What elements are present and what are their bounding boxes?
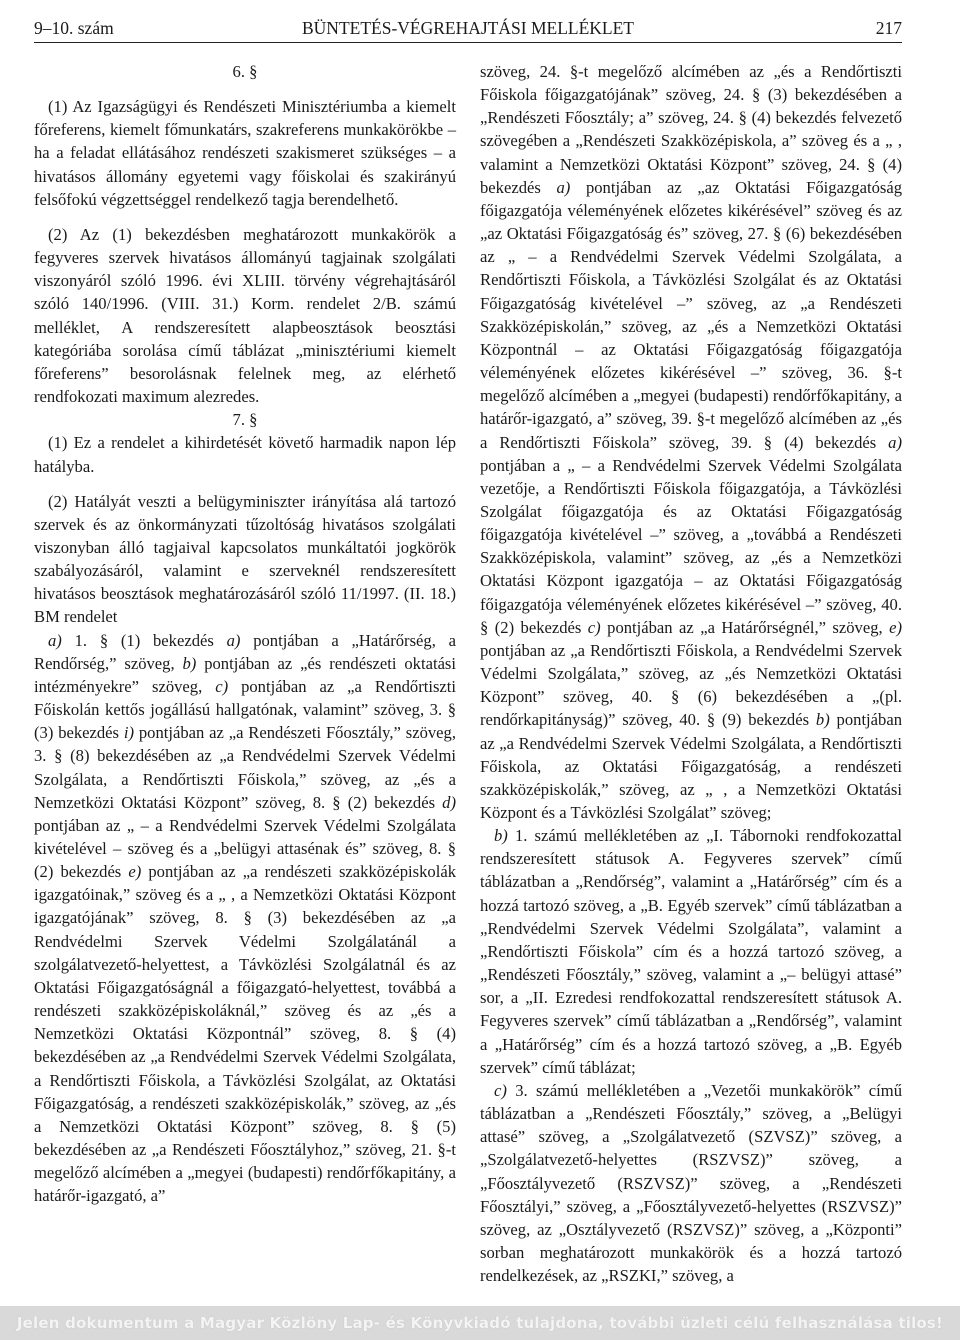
section-6-paragraph-2: (2) Az (1) bekezdésben meghatározott munkakörök a fegyveres szervek hivatásos állományú tagjainak szolgálati viszonyáról szóló 1996. évi XLIII. törvény végrehajtásáról szóló 140/1996. (VIII. 31.) Korm. rendelet 2/B. számú melléklet, A rendszeresített alapbeosztások beosztási kategóriába sorolása című táblázat „minisztériumi kiemelt főreferens” besorolásnak felelnek meg, az elérhető rendfokozati maximum alezredes. (34, 224, 456, 407)
text-run: szöveg, 24. §-t megelőző alcímében az „és a Rendőrtiszti Főiskola főigazgatójának” szöveg, 24. § (3) bekezdésében a „Rendészeti Főosztály; a” szöveg, 24. § (4) bekezdés felvezető szövegében a „Rendészeti Szakközépiskola, a” szöveg és a „ , valamint a Nemzetközi Oktatási Központ” szöveg, 24. § (4) bekezdés (480, 62, 902, 197)
repeal-continuation (480, 60, 902, 824)
text-run: pontjában az „a Rendőrtiszti Főiskola, a Rendvédelmi Szervek Védelmi Szolgálata,” szöveg, az „és Nemzetközi Oktatási Központ” szöveg, 40. § (6) bekezdésében a „(pl. rendőrkapitányság)” szöveg, 40. § (9) bekezdés (480, 640, 902, 730)
repeal-point-b (480, 824, 902, 1079)
point-ref: i) (123, 723, 134, 743)
header-rule (34, 42, 902, 43)
point-ref: a) (226, 630, 241, 650)
text-run: 1. § (1) bekezdés (61, 630, 227, 650)
issue-number: 9–10. szám (34, 18, 114, 38)
publication-title: BÜNTETÉS-VÉGREHAJTÁSI MELLÉKLET (302, 18, 634, 38)
point-ref: c) (587, 617, 601, 637)
text-run: pontjában az „a rendészeti szakközépiskolák igazgatóinak,” szöveg és a „ , a Nemzetközi Oktatási Központ igazgatójának” szöveg, 8. § (3) bekezdésében az „a Rendvédelmi Szervek Védelmi Szolgálatánál a szolgálatvezető-helyettest, a Távközlési Szolgálatnál és az Oktatási Főigazgatóságnál a főigazgató-helyettest, továbbá a rendészeti szakközépiskoláknál,” szöveg és az „és a Nemzetközi Oktatási Központnál” szöveg, 8. § (4) bekezdésében az „a Rendvédelmi Szervek Védelmi Szolgálata, a Rendőrtiszti Főiskola, a Távközlési Szolgálat, az Oktatási Főigazgatóság, a rendészeti szakközépiskolák,” szöveg, az „és a Nemzetközi Oktatási Központ” szöveg, 8. § (5) bekezdésében az „a Rendészeti Főosztályhoz,” szöveg, 21. §-t megelőző alcímében a „megyei (budapesti) rendőrfőkapitány, a határőr-igazgató, a” (34, 862, 456, 1206)
point-ref: e) (128, 862, 142, 882)
page-header (34, 14, 902, 44)
point-label: b) (494, 826, 508, 846)
text-run: pontjában az „az Oktatási Főigazgatóság főigazgatója véleményének előzetes kikérésével” szöveg és az „az Oktatási Főigazgatóság és” szöveg, 27. § (6) bekezdésében az „ – a Rendvédelmi Szervek Védelmi Szolgálata, a Rendőrtiszti Főiskola, a Távközlési Szolgálat és az Oktatási Főigazgatóság kivételével –” szöveg, az „a Rendészeti Szakközépiskolán,” szöveg, az „és a Nemzetközi Oktatási Központnál – az Oktatási Főigazgatóság főigazgatója véleményének előzetes kikérésével –” szöveg, 36. §-t megelőző alcímében a „megyei (budapesti) rendőrfőkapitány, a határőr-igazgató, a” szöveg, 39. §-t megelőző alcímében az „és a Rendőrtiszti Főiskola” szöveg, 39. § (4) bekezdés (480, 177, 902, 452)
point-ref: b) (182, 653, 197, 673)
section-6-heading: 6. § (232, 62, 258, 81)
left-column (34, 60, 456, 1208)
point-ref: a) (888, 432, 902, 452)
text-run: 1. számú mellékletében az „I. Tábornoki rendfokozattal rendszeresített státusok A. Fegyveres szervek” című táblázatban a „Rendőrség”, valamint a „Határőrség” cím és a hozzá tartozó szöveg, a „B. Egyéb szervek” című táblázatban a „Rendvédelmi Szervek Védelmi Szolgálata”, valamint a „Rendőrtiszti Főiskola” cím és a hozzá tartozó szöveg, a „Rendészeti Főosztály,” szöveg, valamint a „– belügyi attasé” sor, a „II. Ezredesi rendfokozattal rendszeresített státusok A. Fegyveres szervek” című táblázatban a „Rendőrség”, valamint a „Határőrség” cím és a hozzá tartozó szöveg, a „B. Egyéb szervek” című táblázat; (480, 826, 902, 1077)
section-7-paragraph-2: (2) Hatályát veszti a belügyminiszter irányítása alá tartozó szervek és az önkormányzati tűzoltóság hivatásos szolgálati viszonyban álló tagjaival kapcsolatos munkáltatói jogkörök szabályozásáról, valamint e szerveknél rendszeresített hivatásos beosztások meghatározásáról szóló 11/1997. (II. 18.) BM rendelet (34, 491, 456, 627)
section-7-paragraph-1: (1) Ez a rendelet a kihirdetését követő harmadik napon lép hatályba. (34, 433, 456, 476)
point-ref: c) (215, 676, 229, 696)
point-ref: b) (815, 710, 830, 730)
right-column (480, 60, 902, 1287)
page-number: 217 (875, 18, 902, 38)
point-ref: a) (556, 177, 571, 197)
text-run: pontjában az „ – a Rendvédelmi Szervek Védelmi Szolgálata kivételével – szöveg és a „belügyi attasénak és” szöveg, 8. § (2) bekezdés (34, 815, 456, 882)
point-label: c) (494, 1080, 507, 1100)
section-7-heading: 7. § (232, 410, 258, 430)
repeal-point-c (480, 1079, 902, 1287)
text-run: pontjában az „a Rendészeti Főosztály,” szöveg, 3. § (8) bekezdésében az „a Rendvédelmi Szervek Védelmi Szolgálata, a Rendőrtiszti Főiskola,” szöveg, az „és a Nemzetközi Oktatási Központ” szöveg, 8. § (2) bekezdés (34, 723, 456, 812)
text-run: pontjában az „és rendészeti oktatási intézményekre” szöveg, (34, 653, 456, 696)
text-run: pontjában a „Határőrség, a Rendőrség,” szöveg, (34, 630, 456, 673)
point-label: a) (48, 630, 62, 650)
text-run: pontjában a „ – a Rendvédelmi Szervek Védelmi Szolgálata vezetője, a Rendőrtiszti Főiskola főigazgatója, a Távközlési Szolgálat főigazgatója és az Oktatási Főigazgatóság főigazgatója kivételével –” szöveg, a „továbbá a Rendészeti Szakközépiskola, valamint” szöveg, az „és a Nemzetközi Oktatási Központ igazgatója – az Oktatási Főigazgatóság főigazgatója véleményének előzetes kikérésével –” szöveg, 40. § (2) bekezdés (480, 455, 902, 637)
text-run: 3. számú mellékletében a „Vezetői munkakörök” című táblázatban a „Rendészeti Főosztály,” szöveg, a „Belügyi attasé” szöveg, a „Szolgálatvezető (SZVSZ)” szöveg, a „Szolgálatvezető-helyettes (RSZVSZ)” szöveg, a „Főosztályvezető (RSZVSZ)” szöveg, a „Rendészeti Főosztályi,” szöveg, a „Főosztályvezető-helyettes (RSZVSZ)” szöveg, az „Osztályvezető (RSZVSZ)” szöveg, a „Központi” sorban meghatározott munkakörök és a hozzá tartozó rendelkezések, az „RSZKI,” szöveg, a (480, 1080, 902, 1286)
text-run: pontjában az „a Rendvédelmi Szervek Védelmi Szolgálata, a Rendőrtiszti Főiskola, az Oktatási Főigazgatóság, a rendészeti szakközépiskolák,” szöveg, az „ , a Nemzetközi Oktatási Központ és a Távközlési Szolgálat” szöveg; (480, 710, 902, 822)
text-run: pontjában az „a Rendőrtiszti Főiskolán kettős jogállású hallgatónak, valamint” szöveg, 3. § (3) bekezdés (34, 676, 456, 743)
section-6-paragraph-1: (1) Az Igazságügyi és Rendészeti Minisztériumba a kiemelt főreferens, kiemelt főmunkatárs, szakreferens munkakörökbe – ha a feladat ellátásához rendészeti szakismeret szükséges – a hivatásos állomány egyetemi vagy főiskolai és szakirányú felsőfokú végzettséggel rendelkező tagja berendelhető. (34, 97, 456, 209)
text-run: pontjában az „a Határőrségnél,” szöveg, (600, 617, 890, 637)
point-ref: e) (889, 617, 902, 637)
point-ref: d) (442, 792, 456, 812)
repeal-point-a (34, 629, 456, 1208)
copyright-watermark: Jelen dokumentum a Magyar Közlöny Lap- és Könyvkiadó tulajdona, további üzleti célú felhasználása tilos! (0, 1306, 960, 1340)
